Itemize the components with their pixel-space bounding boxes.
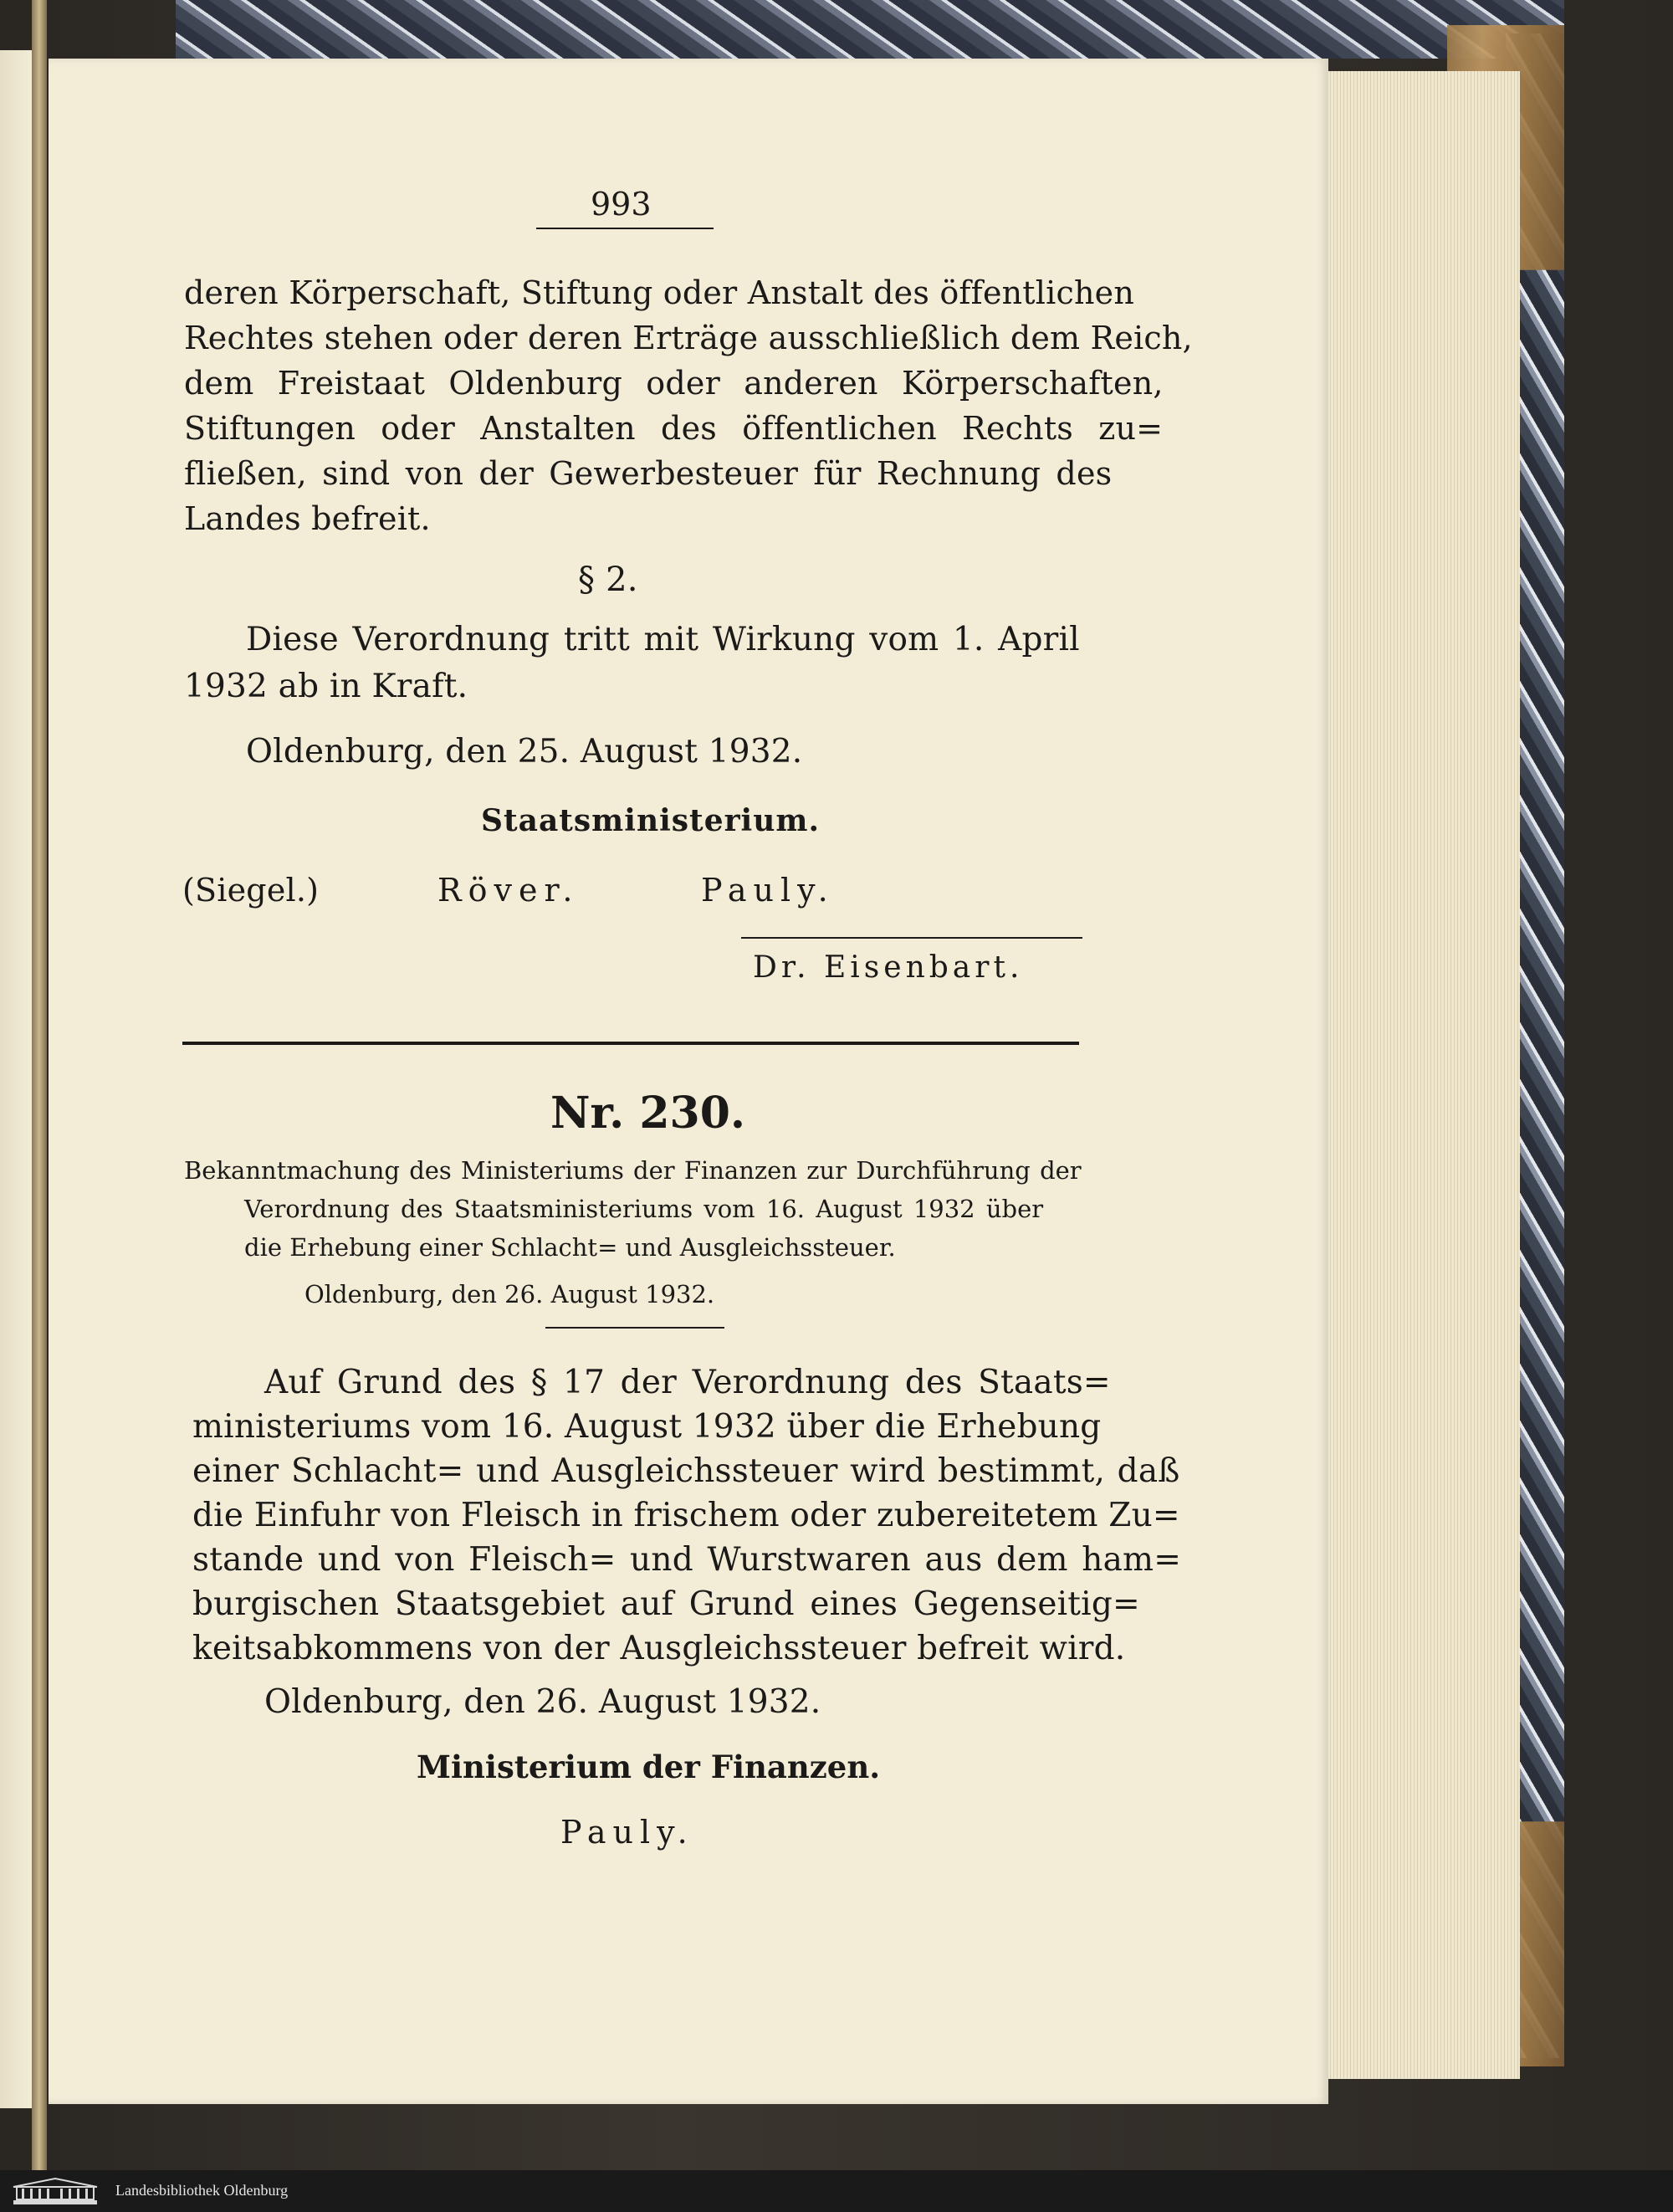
signer-name: Pauly.	[701, 872, 835, 909]
signature-rule	[741, 937, 1082, 939]
paragraph-line: keitsabkommens von der Ausgleichssteuer befreit wird.	[192, 1630, 1126, 1667]
marbled-cover-top	[176, 0, 1564, 59]
paragraph-line: Diese Verordnung tritt mit Wirkung vom 1. April	[246, 621, 1080, 658]
page-number-rule	[536, 228, 714, 229]
paragraph-line: Auf Grund des § 17 der Verordnung des Staats=	[264, 1364, 1111, 1401]
signer-name: Pauly.	[560, 1814, 694, 1851]
binding-gutter	[32, 0, 47, 2170]
paragraph-line: Landes befreit.	[184, 500, 431, 537]
announcement-number: Nr. 230.	[550, 1088, 746, 1139]
place-date: Oldenburg, den 25. August 1932.	[246, 733, 803, 771]
facing-page-edge	[0, 50, 33, 2108]
announcement-title-line: Verordnung des Staatsministeriums vom 16. August 1932 über	[244, 1195, 1044, 1223]
paragraph-line: die Einfuhr von Fleisch in frischem oder zubereitetem Zu=	[192, 1497, 1180, 1534]
paragraph-line: Rechtes stehen oder deren Erträge ausschließlich dem Reich,	[184, 320, 1193, 356]
paragraph-line: burgischen Staatsgebiet auf Grund eines Gegenseitig=	[192, 1585, 1140, 1623]
place-date: Oldenburg, den 26. August 1932.	[264, 1683, 821, 1721]
paragraph-line: ministeriums vom 16. August 1932 über die Erhebung	[192, 1408, 1102, 1446]
announcement-title-line: Bekanntmachung des Ministeriums der Finanzen zur Durchführung der	[184, 1156, 1082, 1185]
paragraph-line: Stiftungen oder Anstalten des öffentlichen Rechts zu=	[184, 410, 1164, 447]
authority-name: Staatsministerium.	[481, 803, 821, 838]
place-date: Oldenburg, den 26. August 1932.	[304, 1280, 715, 1308]
paragraph-line: stande und von Fleisch= und Wurstwaren aus dem ham=	[192, 1541, 1182, 1579]
library-name: Landesbibliothek Oldenburg	[115, 2182, 289, 2199]
paragraph-line: fließen, sind von der Gewerbesteuer für Rechnung des	[184, 455, 1113, 492]
section-mark: § 2.	[578, 561, 638, 599]
announcement-title-line: die Erhebung einer Schlacht= und Ausgleichssteuer.	[244, 1233, 896, 1262]
seal-note: (Siegel.)	[182, 872, 320, 909]
section-separator	[182, 1042, 1079, 1045]
paragraph-line: deren Körperschaft, Stiftung oder Anstalt des öffentlichen	[184, 274, 1134, 311]
page-edges	[1326, 71, 1520, 2079]
library-building-icon	[12, 2177, 99, 2207]
heading-rule	[545, 1327, 724, 1329]
paragraph-line: einer Schlacht= und Ausgleichssteuer wird bestimmt, daß	[192, 1452, 1180, 1490]
page-number: 993	[591, 186, 652, 223]
signer-name: Dr. Eisenbart.	[753, 950, 1024, 985]
paragraph-line: dem Freistaat Oldenburg oder anderen Körperschaften,	[184, 365, 1164, 402]
paragraph-line: 1932 ab in Kraft.	[184, 668, 468, 705]
signer-name: Röver.	[437, 872, 580, 909]
document-page	[49, 59, 1328, 2104]
footer-bar	[0, 2170, 1673, 2212]
authority-name: Ministerium der Finanzen.	[417, 1749, 881, 1785]
